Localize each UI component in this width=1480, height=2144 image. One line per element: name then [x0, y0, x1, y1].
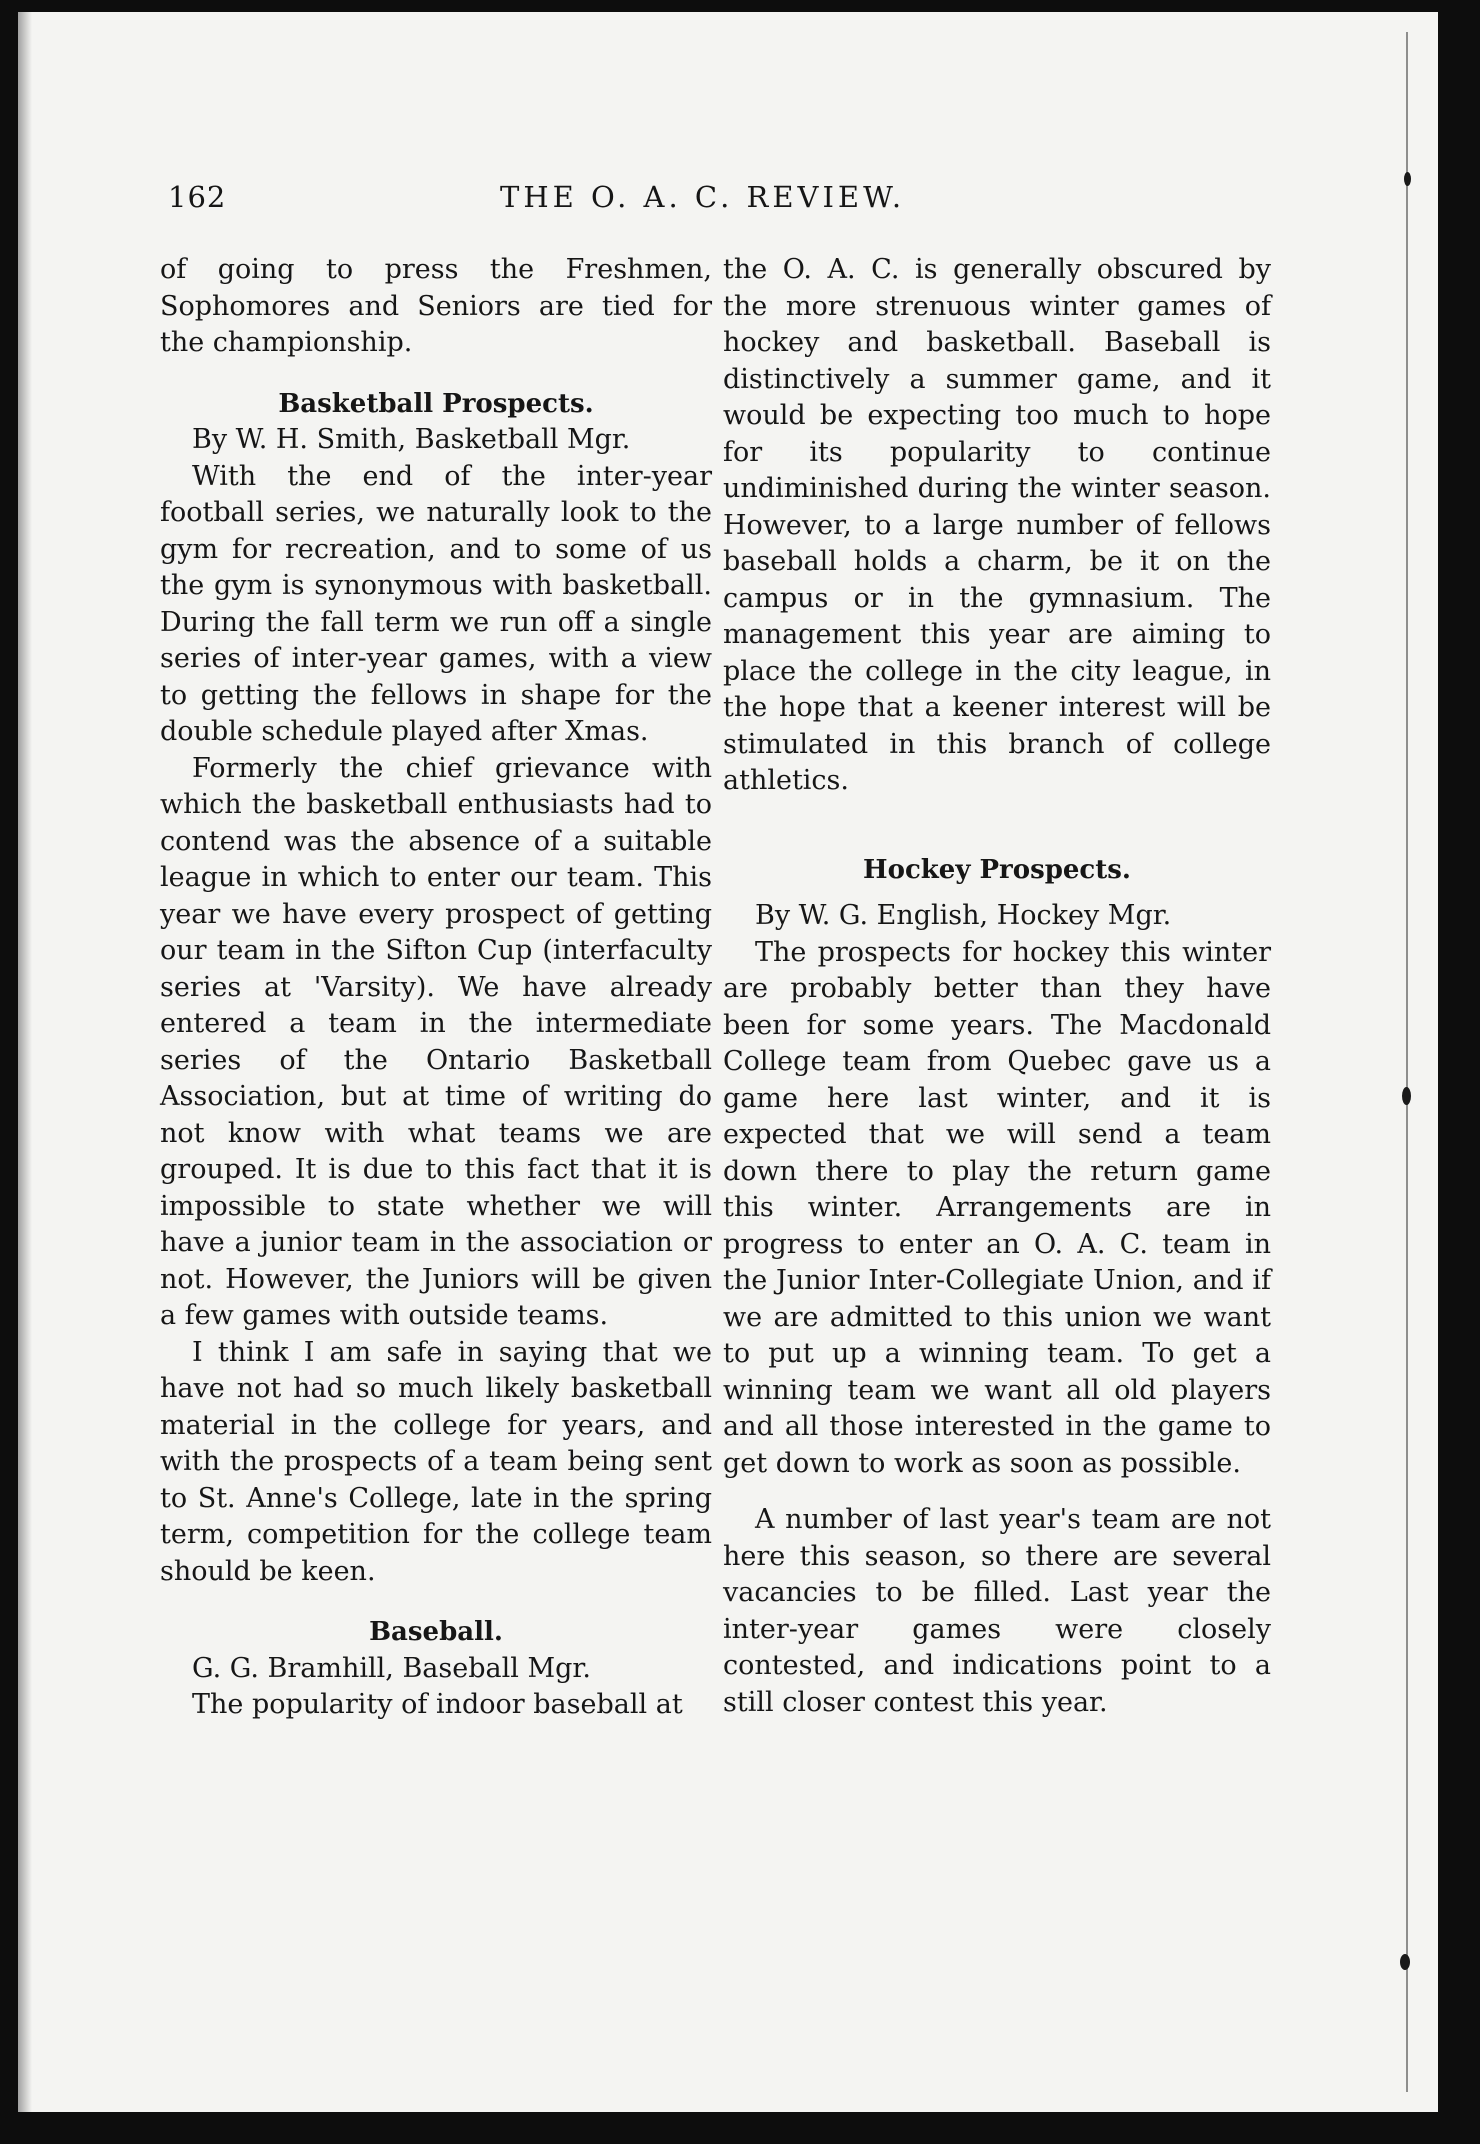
scan-speck — [1404, 172, 1411, 186]
journal-title: THE O. A. C. REVIEW. — [500, 180, 906, 214]
baseball-byline: G. G. Bramhill, Baseball Mgr. — [192, 1652, 591, 1684]
basketball-byline: By W. H. Smith, Basketball Mgr. — [192, 424, 631, 455]
hockey-heading: Hockey Prospects. — [863, 854, 1131, 885]
continued-paragraph: of going to press the Freshmen, Sophomores and Seniors are tied for the championship. — [160, 254, 712, 358]
baseball-opening: The popularity of indoor baseball at — [192, 1689, 683, 1720]
scanned-page — [18, 12, 1438, 2112]
hockey-byline: By W. G. English, Hockey Mgr. — [755, 900, 1172, 931]
scan-speck — [1400, 1954, 1410, 1970]
baseball-continued: the O. A. C. is generally obscured by the more strenuous winter games of hockey and basketball. Baseball is distinctively a summer game, and it would be expecting too much to hope for its popularity to continue undiminished during the winter season. However, to a large number of fellows baseball holds a charm, be it on the campus or in the gymnasium. The management this year are aiming to place the college in the city league, in the hope that a keener interest will be stimulated in this branch of college athletics. — [723, 254, 1271, 796]
right-column — [723, 252, 1271, 1721]
basketball-heading: Basketball Prospects. — [278, 388, 594, 419]
basketball-paragraph: I think I am safe in saying that we have not had so much likely basketball material in the college for years, and with the prospects of a team being sent to St. Anne's College, late in the spring term, competition for the college team should be keen. — [160, 1336, 712, 1587]
scan-speck — [1402, 1087, 1411, 1105]
basketball-paragraph: With the end of the inter-year football series, we naturally look to the gym for recreation, and to some of us the gym is synonymous with basketball. During the fall term we run off a single series of inter-year games, with a view to getting the fellows in shape for the double schedule played after Xmas. — [160, 460, 712, 747]
binding-shadow — [18, 12, 32, 2112]
hockey-paragraph: The prospects for hockey this winter are probably better than they have been for some years. The Macdonald College team from Quebec gave us a game here last winter, and it is expected that we will send a team down there to play the return game this winter. Arrangements are in progress to enter an O. A. C. team in the Junior Inter-Collegiate Union, and if we are admitted to this union we want to put up a winning team. To get a winning team we want all old players and all those interested in the game to get down to work as soon as possible. — [723, 936, 1271, 1479]
left-column — [160, 252, 712, 1724]
page-edge — [1406, 32, 1414, 2092]
running-head — [168, 177, 938, 217]
page-number: 162 — [168, 180, 227, 214]
hockey-paragraph: A number of last year's team are not here this season, so there are several vacancies to be filled. Last year the inter-year games were closely contested, and indications point to a still closer contest this year. — [723, 1504, 1271, 1718]
baseball-heading: Baseball. — [369, 1617, 503, 1647]
basketball-paragraph: Formerly the chief grievance with which the basketball enthusiasts had to contend was the absence of a suitable league in which to enter our team. This year we have every prospect of getting our team in the Sifton Cup (interfaculty series at 'Varsity). We have already entered a team in the intermediate series of the Ontario Basketball Association, but at time of writing do not know with what teams we are grouped. It is due to this fact that it is impossible to state whether we will have a junior team in the association or not. However, the Juniors will be given a few games with outside teams. — [160, 752, 712, 1331]
